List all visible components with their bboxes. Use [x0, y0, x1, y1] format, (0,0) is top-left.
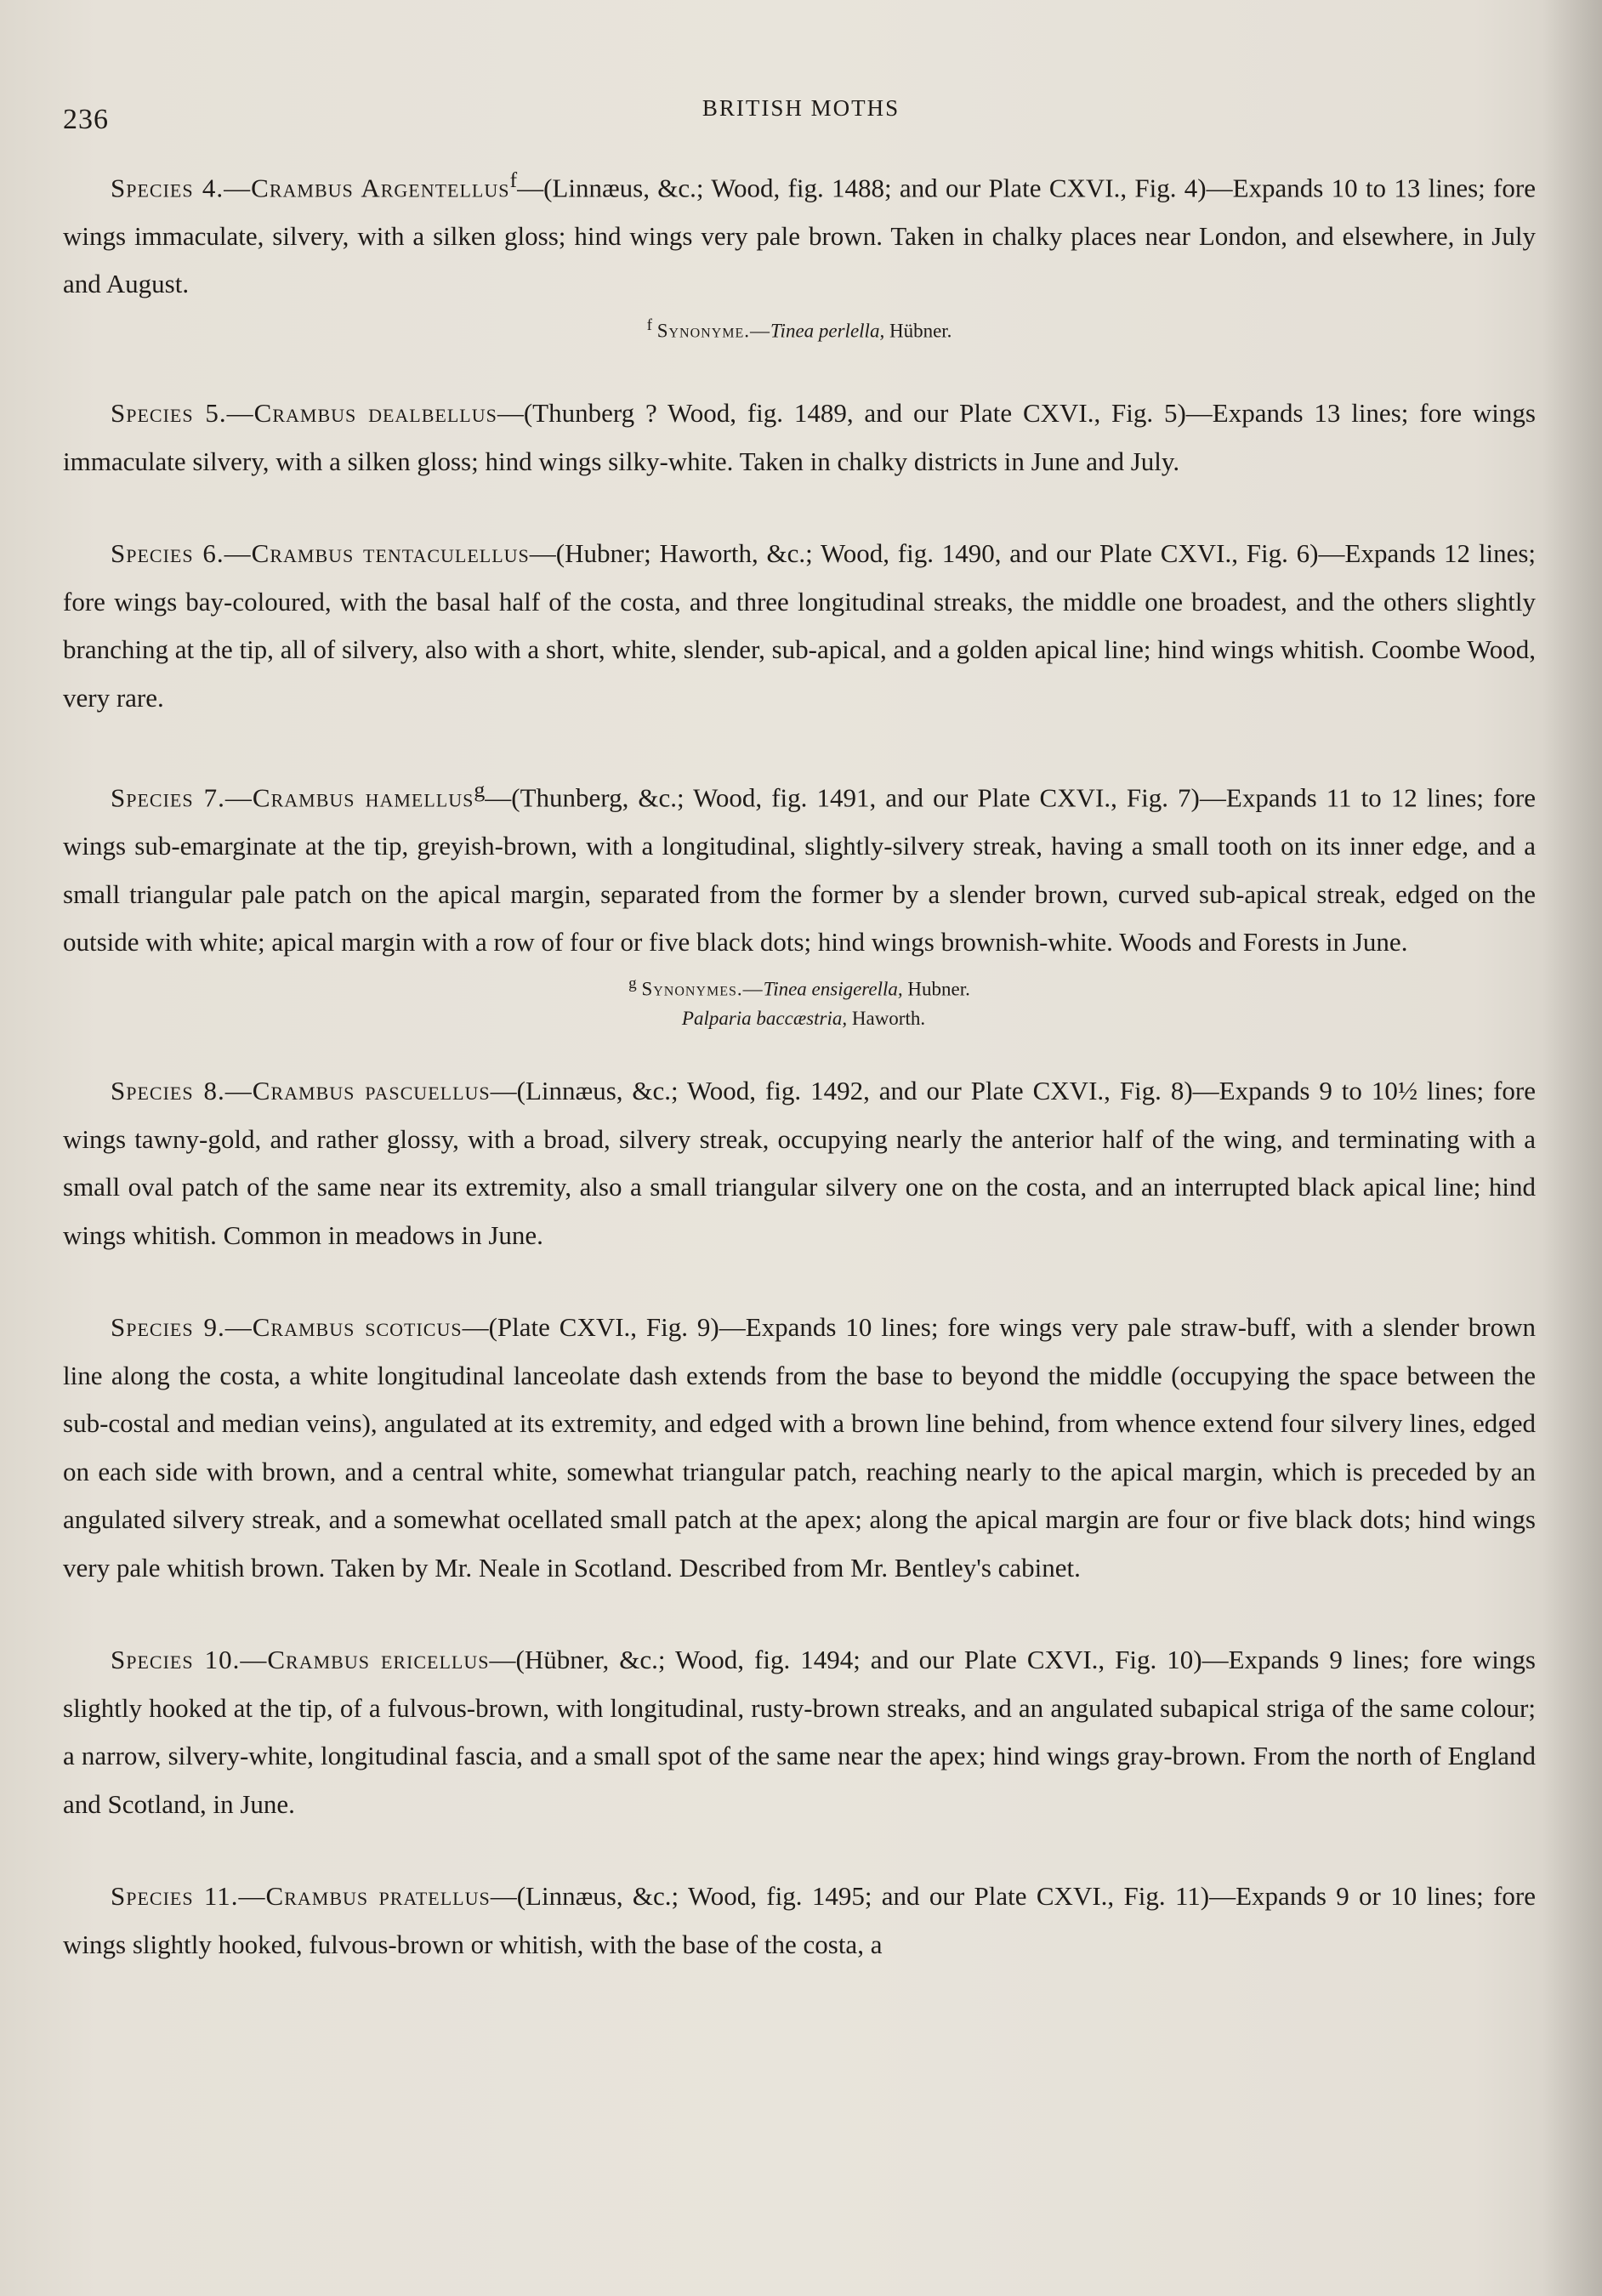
species-genus-name: —Crambus pratellus [238, 1881, 491, 1912]
species-description: —(Plate CXVI., Fig. 9)—Expands 10 lines; fore wings very pale straw-buff, with a slender brown line along the costa, a white longitudinal lanceolate dash extends from the base to beyond the middle (occupying the space between the sub-costal and median veins), angulated at its extremity, and edged with a brown line behind, from whence extend four silvery lines, edged on each side with brown, and a central white, somewhat triangular patch, reaching nearly to the apical margin, which is preceded by an angulated silvery streak, and a somewhat ocellated small patch at the apex; along the apical margin are four or five black dots; hind wings very pale whitish brown. Taken by Mr. Neale in Scotland. Described from Mr. Bentley's cabinet. [63, 1312, 1536, 1583]
synonym-name: Tinea perlella, [770, 320, 885, 342]
synonym-note-4 [63, 310, 1536, 346]
species-genus-name: —Crambus pascuellus [224, 1076, 491, 1106]
species-description: —(Linnæus, &c.; Wood, fig. 1495; and our Plate CXVI., Fig. 11)—Expands 9 or 10 lines; fore wings slightly hooked, fulvous-brown or whitish, with the base of the costa, a [63, 1881, 1536, 1959]
species-label: Species 4. [111, 173, 224, 203]
species-label: Species 6. [111, 538, 224, 569]
species-entry-6 [63, 530, 1536, 722]
species-label: Species 8. [111, 1076, 225, 1106]
page-number: 236 [63, 104, 109, 135]
species-entry-10 [63, 1636, 1536, 1828]
species-label: Species 9. [111, 1312, 225, 1343]
synonym-author-2: Haworth. [851, 1008, 926, 1030]
species-label: Species 10. [111, 1645, 241, 1675]
species-genus-name: —Crambus ericellus [240, 1645, 490, 1675]
species-entry-4 [63, 156, 1536, 309]
species-label: Species 11. [111, 1881, 239, 1912]
species-description: —(Thunberg ? Wood, fig. 1489, and our Plate CXVI., Fig. 5)—Expands 13 lines; fore wings immaculate silvery, with a silken gloss; hind wings silky-white. Taken in chalky districts in June and July. [63, 398, 1536, 476]
species-genus-name: —Crambus dealbellus [226, 398, 497, 429]
page-body [63, 156, 1536, 1969]
synonym-name: Tinea ensigerella, [763, 978, 903, 1000]
synonym-author: Hubner. [907, 978, 970, 1000]
synonym-note-7 [63, 969, 1536, 1034]
species-description: —(Thunberg, &c.; Wood, fig. 1491, and our Plate CXVI., Fig. 7)—Expands 11 to 12 lines; fore wings sub-emarginate at the tip, greyish-brown, with a longitudinal, slightly-silvery streak, having a small tooth on its inner edge, and a small triangular pale patch on the apical margin, separated from the former by a slender brown, curved sub-apical streak, edged on the outside with white; apical margin with a row of four or five black dots; hind wings brownish-white. Woods and Forests in June. [63, 782, 1537, 958]
species-entry-5 [63, 389, 1536, 486]
synonym-label: Synonymes.— [641, 978, 764, 1000]
species-description: —(Linnæus, &c.; Wood, fig. 1488; and our Plate CXVI., Fig. 4)—Expands 10 to 13 lines; fore wings immaculate, silvery, with a silken gloss; hind wings very pale brown. Taken in chalky places near London, and elsewhere, in July and August. [63, 173, 1536, 299]
species-entry-11 [63, 1873, 1536, 1969]
species-entry-7 [63, 766, 1536, 966]
running-title: BRITISH MOTHS [702, 95, 900, 121]
species-genus-name: —Crambus Argentellus [224, 173, 510, 203]
species-description: —(Hübner, &c.; Wood, fig. 1494; and our Plate CXVI., Fig. 10)—Expands 9 lines; fore wings slightly hooked at the tip, of a fulvous-brown, with longitudinal, rusty-brown streaks, and an angulated subapical striga of the same colour; a narrow, silvery-white, longitudinal fascia, and a small spot of the same near the apex; hind wings gray-brown. From the north of England and Scotland, in June. [63, 1645, 1536, 1819]
footnote-mark: f [509, 168, 518, 192]
species-label: Species 7. [111, 782, 225, 813]
page-gutter-shadow [1542, 0, 1602, 2296]
species-genus-name: —Crambus hamellus [224, 782, 474, 813]
species-genus-name: —Crambus tentaculellus [224, 538, 530, 569]
species-entry-8 [63, 1067, 1536, 1259]
synonym-author: Hübner. [889, 320, 952, 342]
synonym-mark: g [628, 974, 637, 992]
species-entry-9 [63, 1304, 1536, 1592]
synonym-label: Synonyme.— [656, 320, 771, 342]
synonym-name-2: Palparia baccæstria, [681, 1008, 848, 1030]
footnote-mark: g [474, 777, 486, 803]
synonym-second-line [63, 1003, 1536, 1033]
species-label: Species 5. [111, 398, 227, 429]
species-description: —(Linnæus, &c.; Wood, fig. 1492, and our Plate CXVI., Fig. 8)—Expands 9 to 10½ lines; fore wings tawny-gold, and rather glossy, with a broad, silvery streak, occupying nearly the anterior half of the wing, and terminating with a small oval patch of the same near its extremity, also a small triangular silvery one on the costa, and an interrupted black apical line; hind wings whitish. Common in meadows in June. [63, 1076, 1536, 1250]
synonym-mark: f [646, 315, 652, 334]
species-description: —(Hubner; Haworth, &c.; Wood, fig. 1490, and our Plate CXVI., Fig. 6)—Expands 12 lines; fore wings bay-coloured, with the basal half of the costa, and three longitudinal streaks, the middle one broadest, and the others slightly branching at the tip, all of silvery, also with a short, white, slender, sub-apical, and a golden apical line; hind wings whitish. Coombe Wood, very rare. [63, 538, 1537, 713]
species-genus-name: —Crambus scoticus [224, 1312, 463, 1343]
